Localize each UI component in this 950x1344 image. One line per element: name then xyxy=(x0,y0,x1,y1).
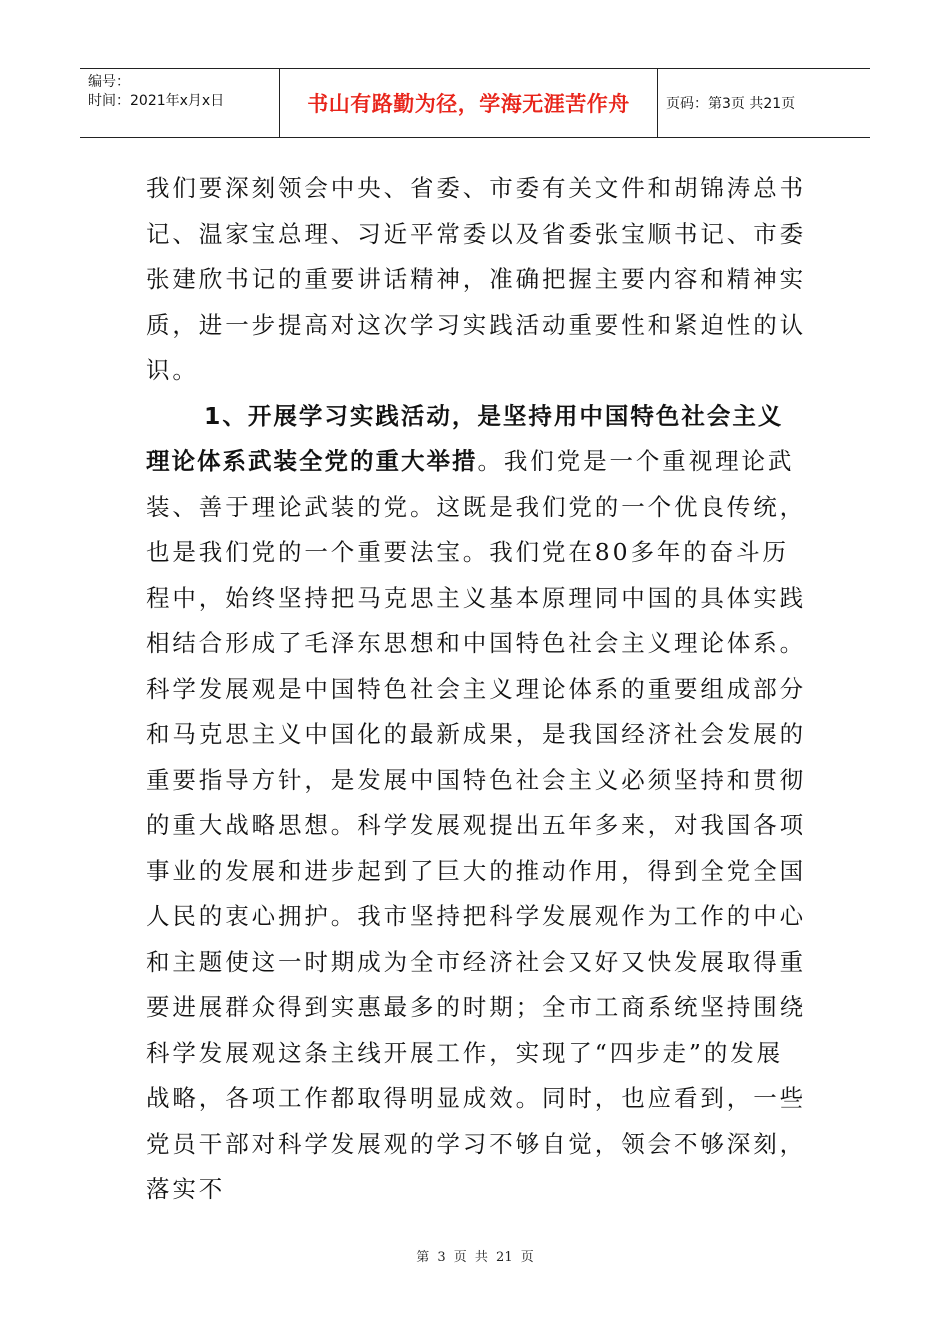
page-footer: 第 3 页 共 21 页 xyxy=(416,1250,534,1265)
document-number-label: 编号： xyxy=(88,74,130,90)
header-motto: 书山有路勤为径，学海无涯苦作舟 xyxy=(280,69,658,137)
section-heading: 1、开展学习实践活动，是坚持用中国特色社会主义理论体系武装全党的重大举措 xyxy=(146,401,784,475)
header-page-info: 页码：第3页 共21页 xyxy=(666,96,796,112)
page-header xyxy=(80,68,870,138)
header-meta-cell xyxy=(80,69,280,137)
document-time-label: 时间：2021年x月x日 xyxy=(88,93,225,109)
section-text: 。我们党是一个重视理论武装、善于理论武装的党。这既是我们党的一个优良传统，也是我们党的一个重要法宝。我们党在80多年的奋斗历程中，始终坚持把马克思主义基本原理同中国的具体实践相结合形成了毛泽东思想和中国特色社会主义理论体系。科学发展观是中国特色社会主义理论体系的重要组成部分和马克思主义中国化的最新成果，是我国经济社会发展的重要指导方针，是发展中国特色社会主义必须坚持和贯彻的重大战略思想。科学发展观提出五年多来，对我国各项事业的发展和进步起到了巨大的推动作用，得到全党全国人民的衷心拥护。我市坚持把科学发展观作为工作的中心和主题使这一时期成为全市经济社会又好又快发展取得重要进展群众得到实惠最多的时期；全市工商系统坚持围绕科学发展观这条主线开展工作，实现了“四步走”的发展战略，各项工作都取得明显成效。同时，也应看到，一些党员干部对科学发展观的学习不够自觉，领会不够深刻，落实不 xyxy=(146,447,806,1203)
document-body xyxy=(146,166,806,1213)
paragraph-intro: 我们要深刻领会中央、省委、市委有关文件和胡锦涛总书记、温家宝总理、习近平常委以及省委张宝顺书记、市委张建欣书记的重要讲话精神，准确把握主要内容和精神实质，进一步提高对这次学习实践活动重要性和紧迫性的认识。 xyxy=(146,174,806,384)
paragraph-section-1 xyxy=(146,394,806,1213)
